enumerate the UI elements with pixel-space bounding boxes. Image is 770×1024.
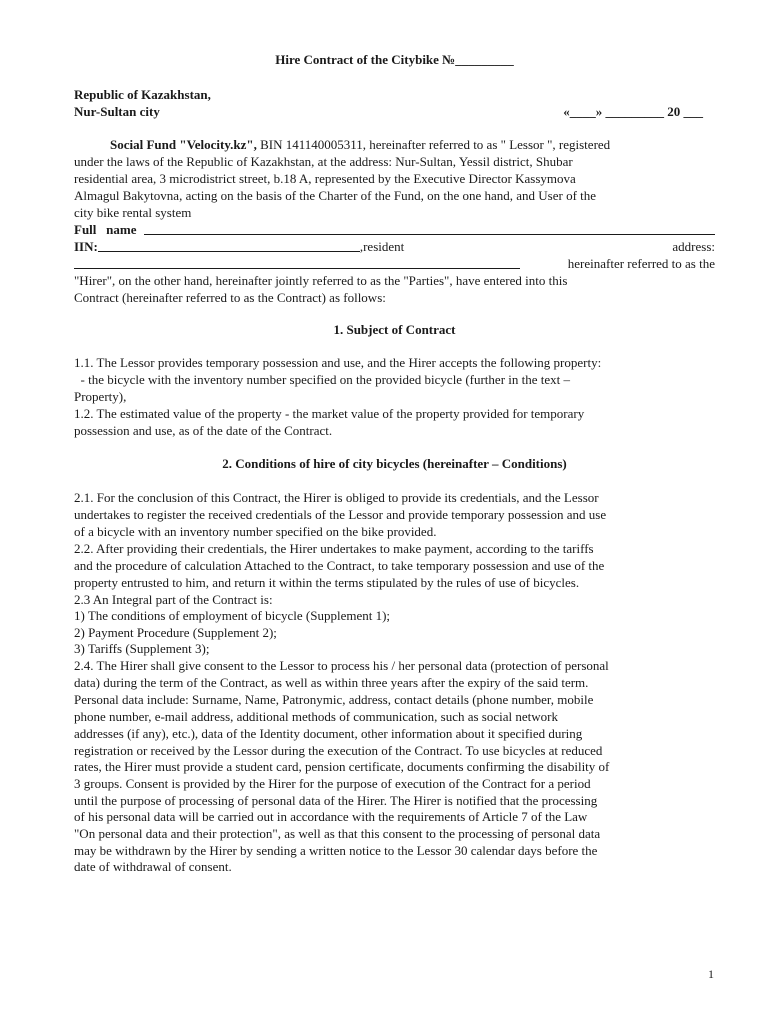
intro-line-9: "Hirer", on the other hand, hereinafter jointly referred to as the "Parties", have entered into this	[74, 273, 568, 288]
section-2-line: 3 groups. Consent is provided by the Hirer for the purpose of execution of the Contract for a period	[74, 776, 591, 791]
intro-line-1	[110, 136, 715, 153]
hereinafter-text: hereinafter referred to as the	[567, 256, 715, 271]
section-2-line: registration or received by the Lessor during the execution of the Contract. To use bicycles at reduced	[74, 743, 603, 758]
section-2-line: addresses (if any), etc.), data of the Identity document, other information about it specified during	[74, 726, 583, 741]
city-date-line	[74, 103, 715, 120]
address-label: address:	[672, 239, 715, 254]
section-2-heading: 2. Conditions of hire of city bicycles (hereinafter – Conditions)	[222, 456, 567, 471]
intro-line-4: Almagul Bakytovna, acting on the basis of the Charter of the Fund, on the one hand, and User of the	[74, 188, 597, 203]
full-name-label: Full name	[74, 222, 137, 237]
resident-label: ,resident	[359, 239, 405, 254]
date-placeholder: «____» _________ 20 ___	[563, 104, 703, 119]
section-2-line: 2.3 An Integral part of the Contract is:	[74, 592, 273, 607]
section-2-line: rates, the Hirer must provide a student card, pension certificate, documents confirming the disability of	[74, 759, 610, 774]
iin-label: IIN:	[74, 239, 98, 254]
iin-line	[74, 238, 715, 255]
page-number: 1	[708, 967, 714, 981]
section-1-line: Property),	[74, 389, 127, 404]
section-2-line: 2.1. For the conclusion of this Contract, the Hirer is obliged to provide its credentials, and the Lessor	[74, 490, 599, 505]
section-2-line: and the procedure of calculation Attached to the Contract, to take temporary possession and use of the	[74, 558, 605, 573]
section-2-line: 2.4. The Hirer shall give consent to the Lessor to process his / her personal data (protection of personal	[74, 658, 609, 673]
full-name-blank[interactable]	[144, 223, 715, 235]
section-2-line: "On personal data and their protection", as well as that this consent to the processing of personal data	[74, 826, 601, 841]
section-2-line: phone number, e-mail address, additional methods of communication, such as social network	[74, 709, 558, 724]
section-2-line: until the purpose of processing of personal data of the Hirer. The Hirer is notified that the processing	[74, 793, 598, 808]
section-2-line: of a bicycle with an inventory number specified on the bike provided.	[74, 524, 437, 539]
section-1-line: 1.1. The Lessor provides temporary possession and use, and the Hirer accepts the following property:	[74, 355, 602, 370]
intro-line-10: Contract (hereinafter referred to as the Contract) as follows:	[74, 290, 386, 305]
full-name-line	[74, 221, 715, 238]
section-1-line: possession and use, as of the date of the Contract.	[74, 423, 333, 438]
iin-blank[interactable]	[98, 240, 360, 252]
address-line	[74, 255, 715, 272]
section-2-line: 2) Payment Procedure (Supplement 2);	[74, 625, 277, 640]
contract-title: Hire Contract of the Citybike №_________	[275, 52, 514, 67]
intro-line-1-rest: BIN 141140005311, hereinafter referred to as " Lessor ", registered	[256, 137, 611, 152]
section-1-line: - the bicycle with the inventory number specified on the provided bicycle (further in the text –	[74, 372, 571, 387]
section-2-line: data) during the term of the Contract, as well as within three years after the expiry of the said term.	[74, 675, 589, 690]
section-2-line: Personal data include: Surname, Name, Patronymic, address, contact details (phone number, mobile	[74, 692, 594, 707]
section-2-line: 1) The conditions of employment of bicycle (Supplement 1);	[74, 608, 391, 623]
country-line: Republic of Kazakhstan,	[74, 87, 211, 102]
section-2-line: of his personal data will be carried out in accordance with the requirements of Article 7 of the Law	[74, 809, 588, 824]
section-2-line: 3) Tariffs (Supplement 3);	[74, 641, 210, 656]
section-2-line: 2.2. After providing their credentials, the Hirer undertakes to make payment, according to the tariffs	[74, 541, 594, 556]
section-2-line: may be withdrawn by the Hirer by sending a written notice to the Lessor 30 calendar days before the	[74, 843, 598, 858]
section-2-line: undertakes to register the received credentials of the Lessor and provide temporary possession and use	[74, 507, 607, 522]
lessor-name: Social Fund "Velocity.kz",	[110, 137, 257, 152]
intro-line-5: city bike rental system	[74, 205, 192, 220]
section-2-line: property entrusted to him, and return it within the terms stipulated by the rules of use of bicycles.	[74, 575, 580, 590]
intro-line-2: under the laws of the Republic of Kazakhstan, at the address: Nur-Sultan, Yessil district, Shubar	[74, 154, 573, 169]
city-text: Nur-Sultan city	[74, 104, 160, 119]
intro-line-3: residential area, 3 microdistrict street, b.18 A, represented by the Executive Director Kassymova	[74, 171, 576, 186]
section-1-line: 1.2. The estimated value of the property - the market value of the property provided for temporary	[74, 406, 585, 421]
section-2-line: date of withdrawal of consent.	[74, 859, 232, 874]
section-1-heading: 1. Subject of Contract	[333, 322, 456, 337]
address-blank[interactable]	[74, 257, 520, 269]
